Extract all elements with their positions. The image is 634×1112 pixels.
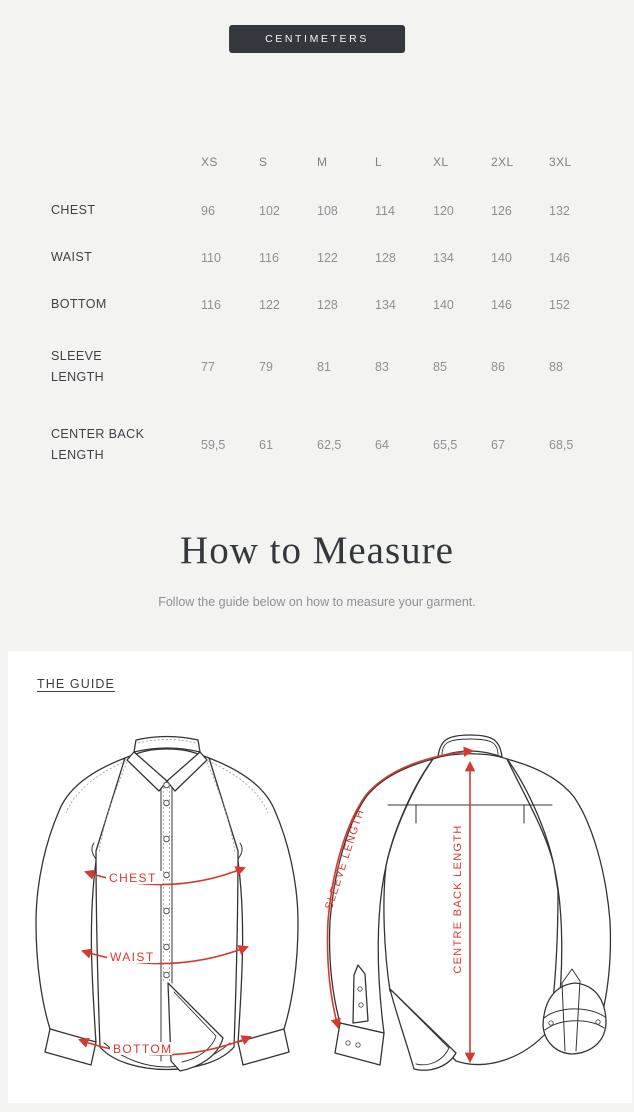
bottom-measure-label: BOTTOM: [113, 1042, 173, 1056]
cell-value: 134: [433, 250, 454, 265]
size-table-corner-cell: [51, 155, 201, 187]
unit-toggle-button[interactable]: CENTIMETERS: [229, 25, 405, 53]
column-header-3xl: 3XL: [549, 155, 572, 169]
cell-value: 96: [201, 203, 215, 218]
table-row-chest: [51, 187, 607, 234]
row-label: [51, 234, 201, 281]
cell-value: 140: [433, 297, 454, 312]
size-table: [51, 155, 607, 484]
cell-value: 64: [375, 438, 389, 452]
cell-value: 126: [491, 203, 512, 218]
cell-value: 62,5: [317, 438, 342, 452]
cell-value: 116: [259, 250, 279, 265]
cell-value: 116: [201, 297, 221, 312]
table-row-waist: [51, 234, 607, 281]
chest-measure-label: CHEST: [109, 871, 157, 885]
front-shirt-illustration: [22, 731, 312, 1091]
cell-value: 67: [491, 438, 505, 452]
cell-value: 122: [259, 297, 280, 312]
cell-value: 102: [259, 203, 280, 218]
column-header-xs: XS: [201, 155, 218, 169]
row-label-text: CHEST: [51, 203, 96, 217]
cell-value: 88: [549, 360, 563, 374]
cell-value: 77: [201, 360, 215, 374]
cell-value: 134: [375, 297, 396, 312]
cell-value: 132: [549, 203, 570, 218]
guide-heading-link[interactable]: THE GUIDE: [37, 677, 115, 691]
table-row-sleeve-length: [51, 328, 607, 406]
cell-value: 128: [317, 297, 338, 312]
front-shirt-lineart: [36, 737, 298, 1072]
row-label: [51, 328, 201, 406]
cell-value: 65,5: [433, 438, 458, 452]
row-label-text: BOTTOM: [51, 297, 107, 311]
back-shirt-illustration: [318, 731, 623, 1091]
cell-value: 86: [491, 360, 505, 374]
sleeve-length-measure-label: SLEEVE LENGTH: [323, 807, 367, 911]
column-header-m: M: [317, 155, 328, 169]
column-header-xl: XL: [433, 155, 449, 169]
cell-value: 79: [259, 360, 273, 374]
waist-measure-label: WAIST: [110, 950, 155, 964]
cell-value: 81: [317, 360, 331, 374]
cell-value: 122: [317, 250, 338, 265]
row-label-text: SLEEVE LENGTH: [51, 349, 105, 384]
cell-value: 128: [375, 250, 396, 265]
row-label: [51, 281, 201, 328]
table-row-center-back-length: [51, 406, 607, 484]
column-header-s: S: [259, 155, 268, 169]
column-header-l: L: [375, 155, 383, 169]
cell-value: 108: [317, 203, 338, 218]
cell-value: 146: [491, 297, 512, 312]
cell-value: 85: [433, 360, 447, 374]
cell-value: 146: [549, 250, 570, 265]
centre-back-measure-label: CENTRE BACK LENGTH: [452, 824, 464, 974]
cell-value: 61: [259, 438, 273, 452]
guide-card: [8, 651, 632, 1103]
section-title: How to Measure: [180, 529, 454, 572]
cell-value: 68,5: [549, 438, 574, 452]
row-label: [51, 187, 201, 234]
section-subtitle: Follow the guide below on how to measure your garment.: [158, 595, 476, 609]
column-header-2xl: 2XL: [491, 155, 514, 169]
cell-value: 59,5: [201, 438, 226, 452]
cell-value: 120: [433, 203, 454, 218]
cell-value: 114: [375, 203, 395, 218]
size-table-header-row: [51, 155, 607, 187]
table-row-bottom: [51, 281, 607, 328]
cell-value: 110: [201, 250, 221, 265]
row-label: [51, 406, 201, 484]
cell-value: 140: [491, 250, 512, 265]
row-label-text: CENTER BACK LENGTH: [51, 427, 145, 462]
row-label-text: WAIST: [51, 250, 93, 264]
cell-value: 83: [375, 360, 389, 374]
cell-value: 152: [549, 297, 570, 312]
